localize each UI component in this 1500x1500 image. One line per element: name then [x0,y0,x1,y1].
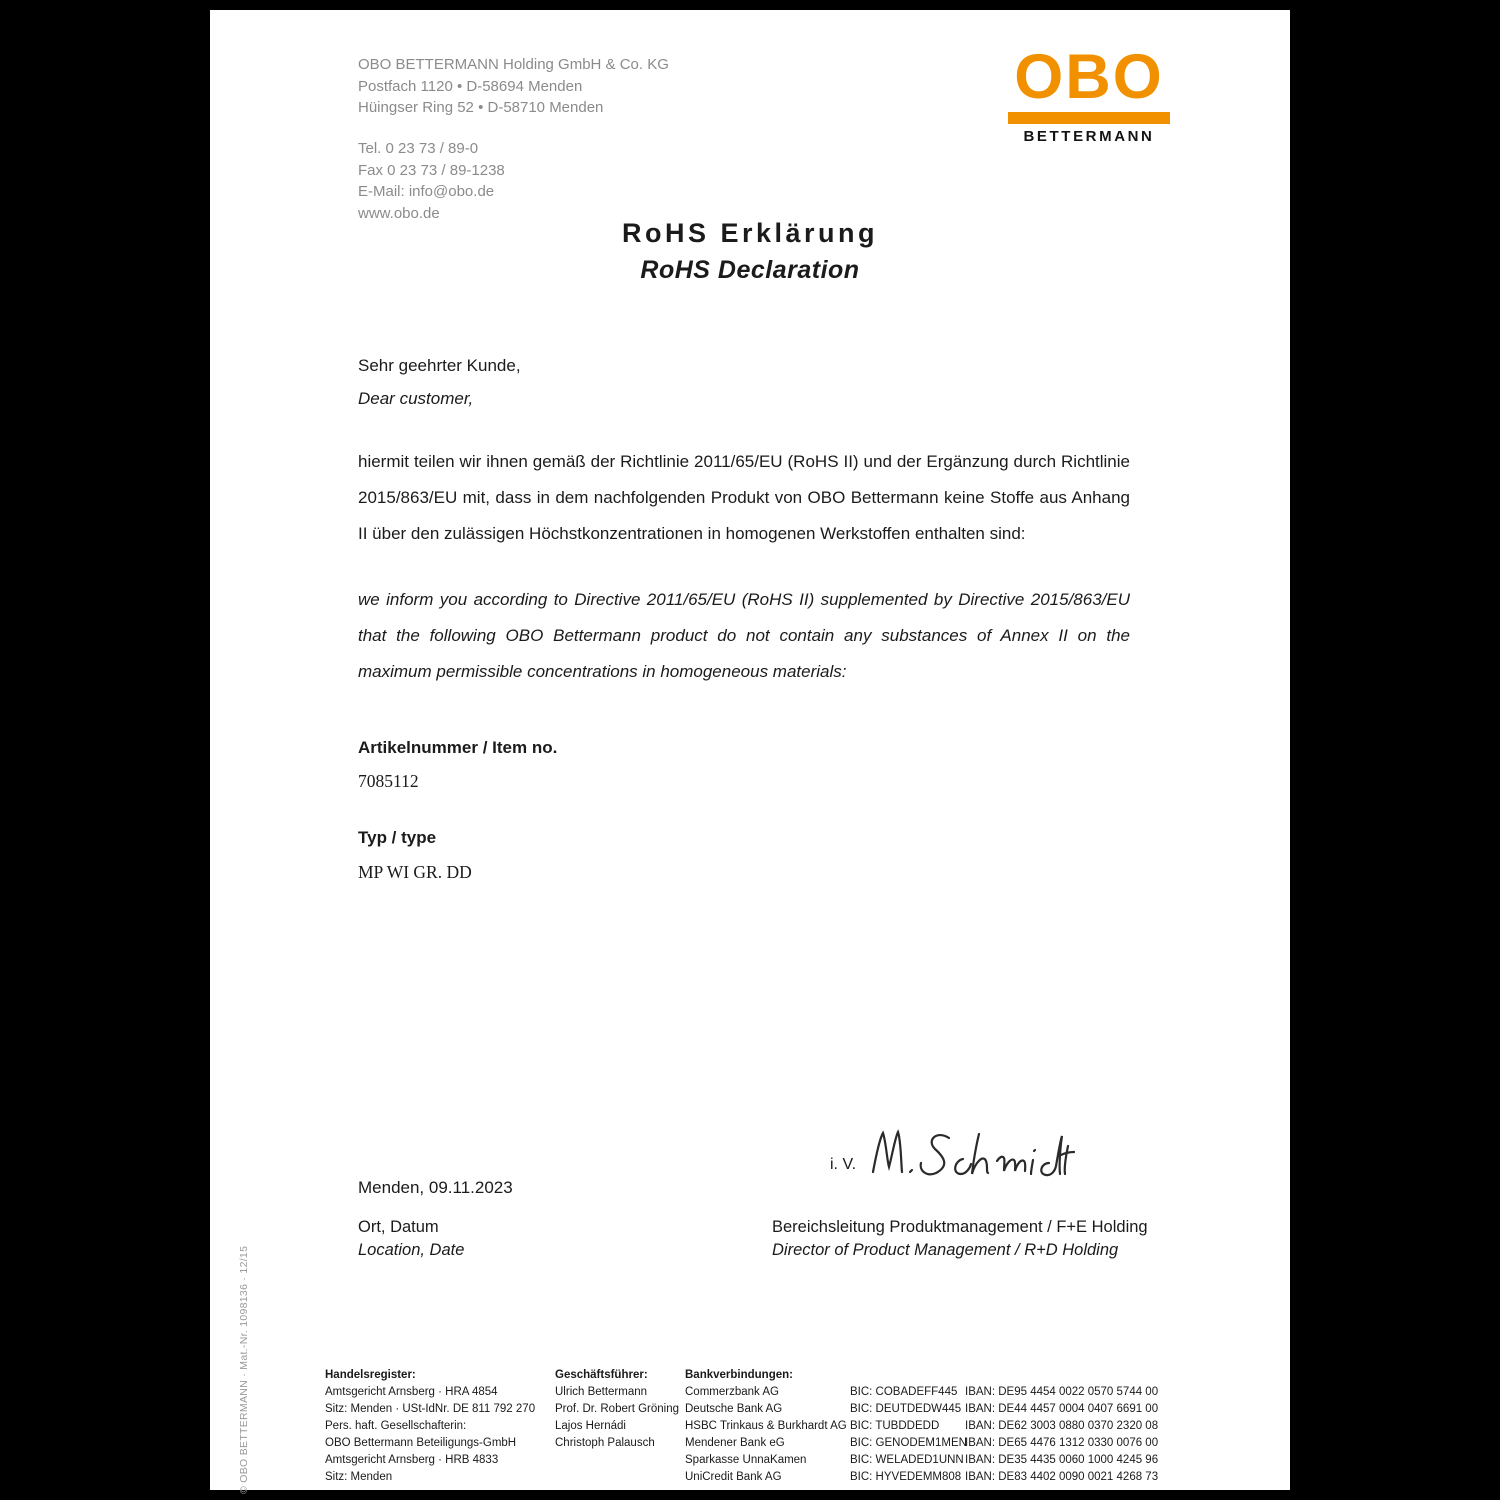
letter-page [210,10,1290,1494]
management-line: Lajos Hernádi [555,1420,626,1432]
title-english: RoHS Declaration [640,256,860,284]
management-title: Geschäftsführer: [555,1369,648,1381]
register-line: Sitz: Menden [325,1471,393,1483]
date-label-english: Location, Date [358,1241,465,1259]
footer-management-column [555,1367,679,1452]
register-title: Handelsregister: [325,1369,416,1381]
bank-row [685,1418,1158,1435]
bank-row [685,1435,1158,1452]
sender-address-block [358,54,669,119]
bank-row [685,1384,1158,1401]
management-line: Christoph Palausch [555,1437,655,1449]
bank-row [685,1401,1158,1418]
management-line: Ulrich Bettermann [555,1386,648,1398]
type-value: MP WI GR. DD [358,862,472,882]
bank-row [685,1469,1158,1486]
bank-name: Sparkasse UnnaKamen [685,1454,807,1466]
register-line: Amtsgericht Arnsberg · HRA 4854 [325,1386,498,1398]
register-line: Pers. haft. Gesellschafterin: [325,1420,467,1432]
bank-iban: IBAN: DE44 4457 0004 0407 6691 00 [965,1403,1159,1415]
register-line: Sitz: Menden · USt-IdNr. DE 811 792 270 [325,1403,536,1415]
footer-banking-column [685,1367,1158,1486]
bank-iban: IBAN: DE62 3003 0880 0370 2320 08 [965,1420,1159,1432]
bank-bic: BIC: TUBDDEDD [850,1420,940,1432]
body-paragraph-english: we inform you according to Directive 2011/65/EU (RoHS II) supplemented by Directive 2015/863/EU that the following OBO Bettermann product do not contain any substances of Annex II on the maximum permissible concentrations in homogeneous materials: [358,590,1130,681]
sender-phone: Tel. 0 23 73 / 89-0 [358,140,479,157]
date-label-german: Ort, Datum [358,1218,439,1236]
title-german: RoHS Erklärung [621,218,879,248]
salutation-german: Sehr geehrter Kunde, [358,356,521,375]
sender-website: www.obo.de [358,204,440,222]
bank-iban: IBAN: DE65 4476 1312 0330 0076 00 [965,1437,1159,1449]
logo-orange-bar [1008,112,1170,124]
banking-title: Bankverbindungen: [685,1369,793,1381]
print-reference-note: © OBO BETTERMANN · Mat.-Nr. 1098136 · 12/15 [238,1245,250,1494]
bank-bic: BIC: HYVEDEMM808 [850,1471,962,1483]
bank-bic: BIC: GENODEM1MEN [850,1437,967,1449]
bank-iban: IBAN: DE35 4435 0060 1000 4245 96 [965,1454,1159,1466]
salutation-english: Dear customer, [358,389,474,408]
signer-role-german: Bereichsleitung Produktmanagement / F+E Holding [772,1218,1148,1236]
bank-row [685,1452,1158,1469]
item-number-label: Artikelnummer / Item no. [358,738,558,757]
sender-contact-block [358,138,505,224]
signer-role-english: Director of Product Management / R+D Holding [772,1241,1119,1259]
document-title-block [210,218,1290,285]
bank-name: UniCredit Bank AG [685,1471,782,1483]
logo-bettermann-text: BETTERMANN [1023,127,1155,145]
body-paragraph-german: hiermit teilen wir ihnen gemäß der Richtlinie 2011/65/EU (RoHS II) und der Ergänzung durch Richtlinie 2015/863/EU mit, dass in dem nachfolgenden Produkt von OBO Bettermann keine Stoffe aus Anhang II über den zulässigen Höchstkonzentrationen in homogenen Werkstoffen enthalten sind: [358,452,1130,543]
bank-name: HSBC Trinkaus & Burkhardt AG [685,1420,847,1432]
sender-fax: Fax 0 23 73 / 89-1238 [358,161,505,179]
bank-bic: BIC: COBADEFF445 [850,1386,958,1398]
obo-bettermann-logo [1008,42,1170,145]
register-line: OBO Bettermann Beteiligungs-GmbH [325,1437,517,1449]
register-line: Amtsgericht Arnsberg · HRB 4833 [325,1454,499,1466]
bank-name: Deutsche Bank AG [685,1403,783,1415]
logo-obo-wordmark: OBO [1014,42,1164,112]
sender-postbox: Postfach 1120 • D-58694 Menden [358,77,583,95]
bank-iban: IBAN: DE95 4454 0022 0570 5744 00 [965,1386,1159,1398]
item-number-value: 7085112 [358,771,419,791]
bank-bic: BIC: DEUTDEDW445 [850,1403,962,1415]
bank-name: Mendener Bank eG [685,1437,785,1449]
bank-bic: BIC: WELADED1UNN [850,1454,964,1466]
type-label: Typ / type [358,828,437,847]
sender-company: OBO BETTERMANN Holding GmbH & Co. KG [358,56,669,73]
footer-register-column [325,1367,535,1486]
handwritten-signature [865,1116,1075,1199]
bank-iban: IBAN: DE83 4402 0090 0021 4268 73 [965,1471,1159,1483]
sender-street: Hüingser Ring 52 • D-58710 Menden [358,99,604,116]
sender-email: E-Mail: info@obo.de [358,183,495,200]
signature-prefix: i. V. [830,1156,857,1173]
management-line: Prof. Dr. Robert Gröning [555,1403,679,1415]
place-and-date: Menden, 09.11.2023 [358,1178,513,1197]
bank-name: Commerzbank AG [685,1386,779,1398]
